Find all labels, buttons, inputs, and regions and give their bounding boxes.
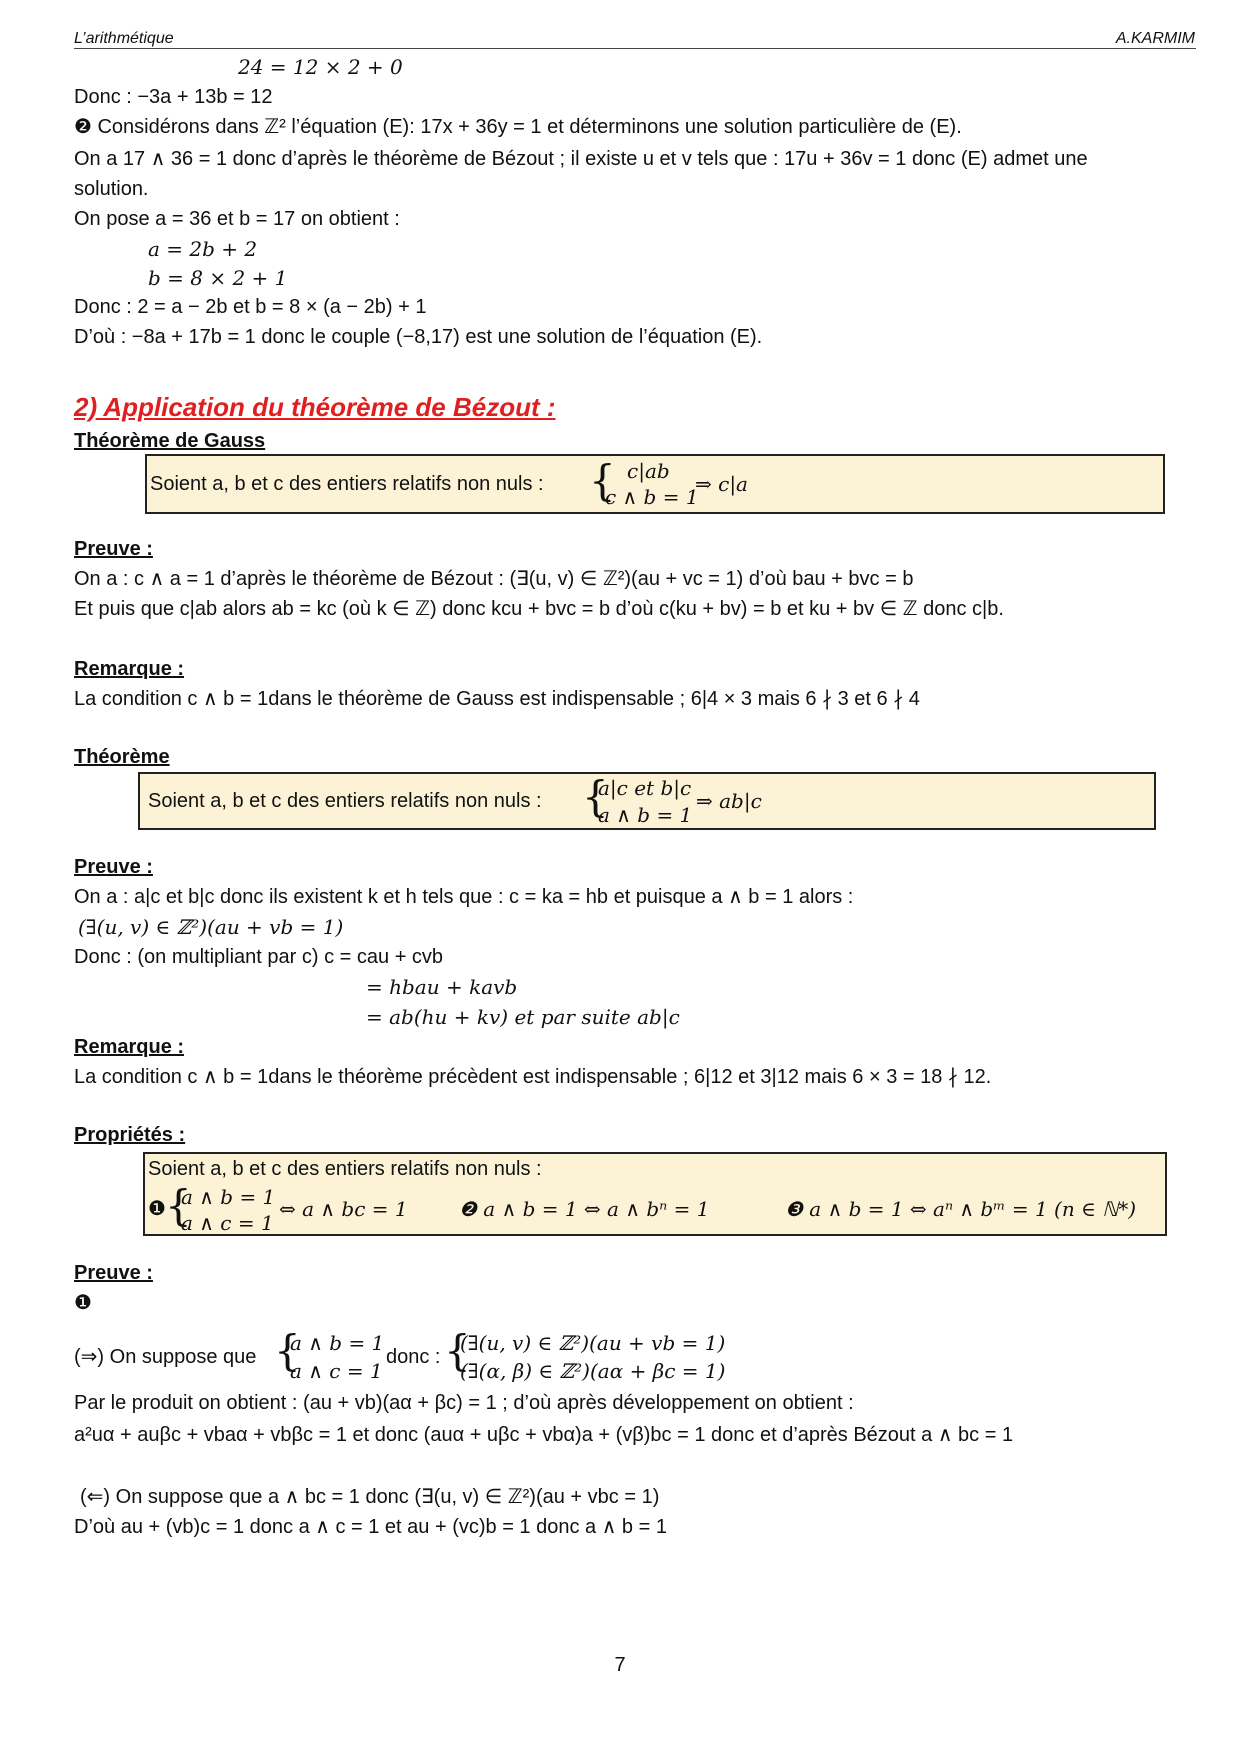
proof-heading: Preuve : <box>74 856 153 878</box>
gauss-conclusion: ⇒ c|a <box>695 472 748 496</box>
property-1-cond-1: a ∧ b = 1 <box>181 1185 276 1209</box>
proof-mark: ❶ <box>74 1292 92 1314</box>
text-line: Par le produit on obtient : (au + vb)(aα + βc) = 1 ; d’où après développement on obtient : <box>74 1392 854 1414</box>
brace-icon: { <box>582 772 609 821</box>
text-line: Donc : −3a + 13b = 12 <box>74 86 273 108</box>
property-3: ❸ a ∧ b = 1 ⇔ aⁿ ∧ bᵐ = 1 (n ∈ ℕ*) <box>785 1197 1137 1221</box>
text-line: On a : a|c et b|c donc ils existent k et h tels que : c = ka = hb et puisque a ∧ b = 1 alors : <box>74 886 854 908</box>
eq-line: (∃(u, v) ∈ ℤ²)(au + vb = 1) <box>78 915 344 939</box>
proof-cond-3: (∃(u, v) ∈ ℤ²)(au + vb = 1) <box>460 1331 726 1355</box>
gauss-heading: Théorème de Gauss <box>74 430 266 452</box>
gauss-cond-1: c|ab <box>627 459 670 483</box>
proof-heading: Preuve : <box>74 538 153 560</box>
theorem-cond-2: a ∧ b = 1 <box>598 803 693 827</box>
property-1-conclusion: ⇔ a ∧ bc = 1 <box>279 1197 408 1221</box>
page-number: 7 <box>614 1654 626 1676</box>
text-line: La condition c ∧ b = 1dans le théorème précèdent est indispensable ; 6|12 et 3|12 mais 6 × 3 = 18 ∤ 12. <box>74 1066 992 1088</box>
text-line: On a : c ∧ a = 1 d’après le théorème de Bézout : (∃(u, v) ∈ ℤ²)(au + vc = 1) d’où bau + bvc = b <box>74 568 914 590</box>
text-line: solution. <box>74 178 149 200</box>
text-line: D’où au + (vb)c = 1 donc a ∧ c = 1 et au + (vc)b = 1 donc a ∧ b = 1 <box>74 1516 667 1538</box>
text-line: (⇐) On suppose que a ∧ bc = 1 donc (∃(u, v) ∈ ℤ²)(au + vbc = 1) <box>80 1486 660 1508</box>
text-line: La condition c ∧ b = 1dans le théorème de Gauss est indispensable ; 6|4 × 3 mais 6 ∤ 3 et 6 ∤ 4 <box>74 688 920 710</box>
eq-line: b = 8 × 2 + 1 <box>148 266 288 290</box>
remark-heading: Remarque : <box>74 1036 185 1058</box>
header-rule <box>74 48 1196 49</box>
brace-icon: { <box>589 456 616 505</box>
property-1-cond-2: a ∧ c = 1 <box>181 1211 274 1235</box>
text-line: Donc : (on multipliant par c) c = cau + cvb <box>74 946 444 968</box>
property-1-mark: ❶ <box>148 1198 166 1220</box>
theorem-cond-1: a|c et b|c <box>598 776 692 800</box>
brace-icon: { <box>444 1326 471 1375</box>
text-line: Donc : 2 = a − 2b et b = 8 × (a − 2b) + 1 <box>74 296 427 318</box>
gauss-box <box>145 454 1165 514</box>
proof-heading: Preuve : <box>74 1262 153 1284</box>
proof-cond-4: (∃(α, β) ∈ ℤ²)(aα + βc = 1) <box>460 1359 726 1383</box>
text-line: Et puis que c|ab alors ab = kc (où k ∈ ℤ) donc kcu + bvc = b d’où c(ku + bv) = b et ku + bv ∈ ℤ donc c|b. <box>74 598 1004 620</box>
property-2: ❷ a ∧ b = 1 ⇔ a ∧ bⁿ = 1 <box>459 1197 710 1221</box>
text-line: donc : <box>386 1346 441 1368</box>
proof-cond-2: a ∧ c = 1 <box>290 1359 383 1383</box>
brace-icon: { <box>165 1181 192 1230</box>
eq-line-1: 24 = 12 × 2 + 0 <box>238 55 403 79</box>
proof-cond-1: a ∧ b = 1 <box>290 1331 385 1355</box>
text-line: On pose a = 36 et b = 17 on obtient : <box>74 208 400 230</box>
header-right: A.KARMIM <box>1115 30 1195 47</box>
eq-line: = ab(hu + kv) et par suite ab|c <box>366 1005 680 1029</box>
theorem-box <box>138 772 1156 830</box>
properties-heading: Propriétés : <box>74 1124 186 1146</box>
text-line: a²uα + auβc + vbaα + vbβc = 1 et donc (auα + uβc + vbα)a + (vβ)bc = 1 donc et d’après Bézout a ∧ bc = 1 <box>74 1424 1014 1446</box>
brace-icon: { <box>274 1326 301 1375</box>
eq-line: = hbau + kavb <box>366 975 518 999</box>
gauss-cond-2: c ∧ b = 1 <box>605 485 699 509</box>
gauss-box-text: Soient a, b et c des entiers relatifs non nuls : <box>150 473 544 495</box>
text-line: (⇒) On suppose que <box>74 1346 257 1368</box>
theorem-conclusion: ⇒ ab|c <box>696 789 762 813</box>
header-left: L’arithmétique <box>74 30 174 47</box>
remark-heading: Remarque : <box>74 658 185 680</box>
properties-box-text: Soient a, b et c des entiers relatifs non nuls : <box>148 1158 542 1180</box>
text-line: D’où : −8a + 17b = 1 donc le couple (−8,17) est une solution de l’équation (E). <box>74 326 763 348</box>
section-title: 2) Application du théorème de Bézout : <box>74 392 556 422</box>
eq-line: a = 2b + 2 <box>148 237 258 261</box>
text-line: ❷ Considérons dans ℤ² l’équation (E): 17x + 36y = 1 et déterminons une solution particulière de (E). <box>74 116 962 138</box>
text-line: On a 17 ∧ 36 = 1 donc d’après le théorème de Bézout ; il existe u et v tels que : 17u + 36v = 1 donc (E) admet une <box>74 148 1088 170</box>
theorem-box-text: Soient a, b et c des entiers relatifs non nuls : <box>148 790 542 812</box>
theorem-heading: Théorème <box>74 746 170 768</box>
properties-box <box>143 1152 1167 1236</box>
